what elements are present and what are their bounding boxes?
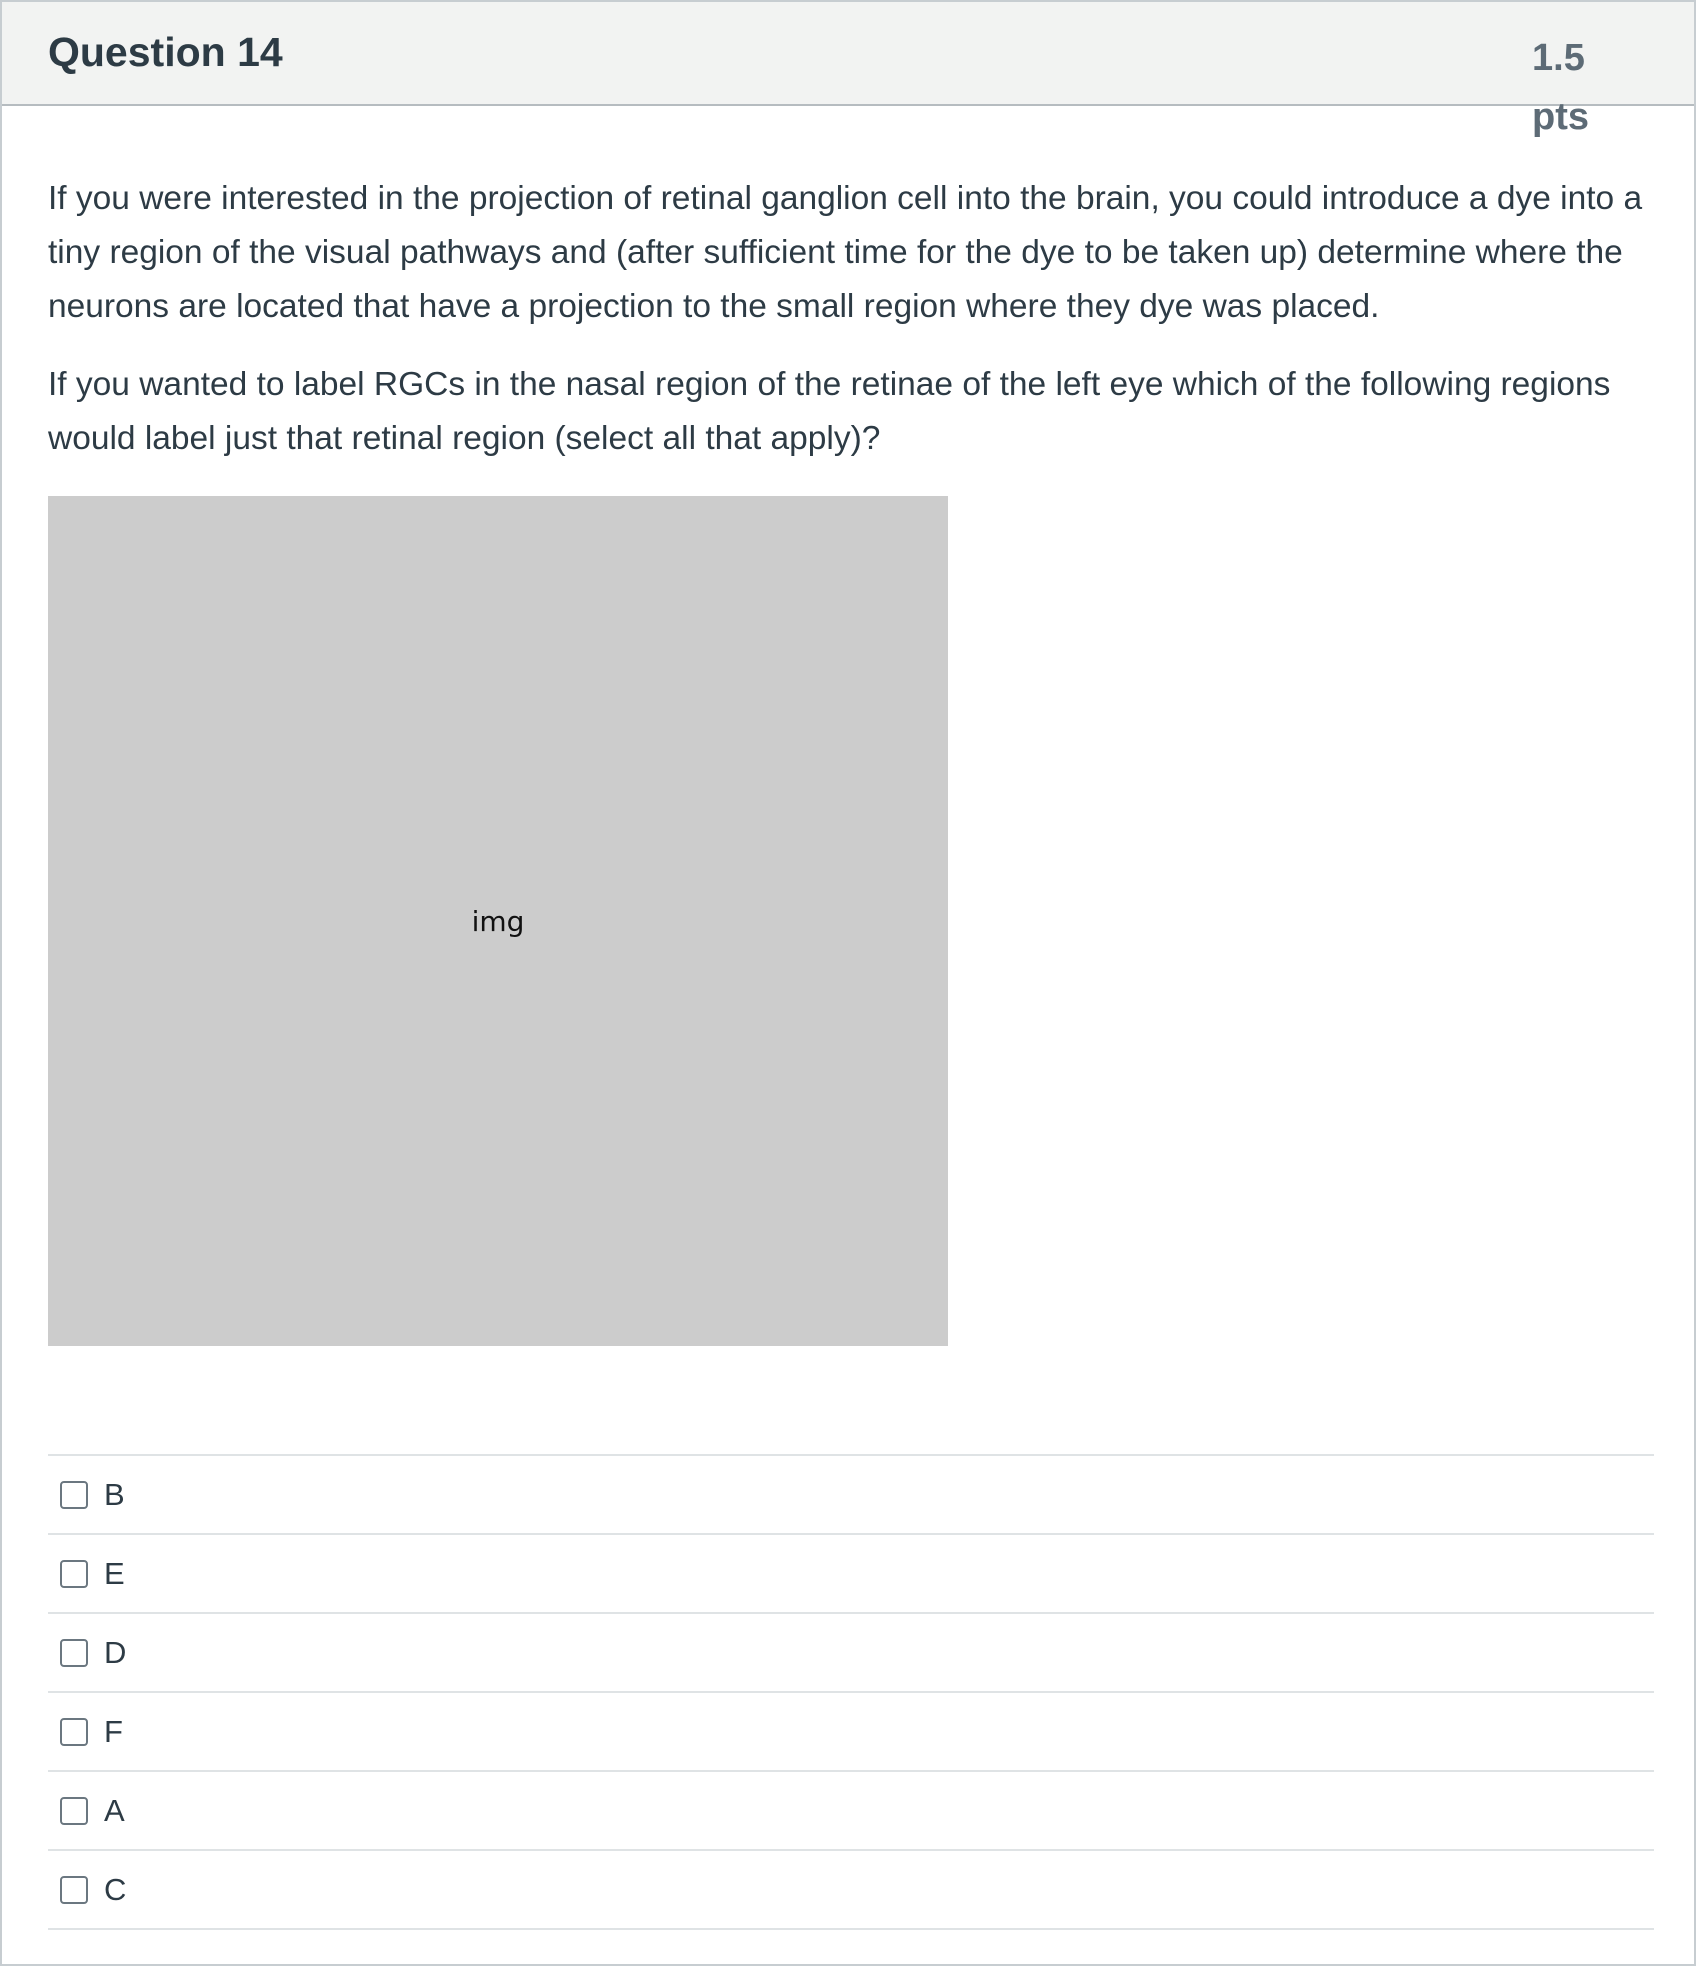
answer-label: C	[104, 1871, 127, 1907]
answer-label: B	[104, 1476, 125, 1512]
question-body	[48, 172, 1658, 1346]
answer-option[interactable]	[48, 1772, 1654, 1851]
answer-checkbox[interactable]	[60, 1718, 88, 1746]
answer-option[interactable]	[48, 1851, 1654, 1930]
answer-checkbox[interactable]	[60, 1797, 88, 1825]
answer-checkbox[interactable]	[60, 1560, 88, 1588]
answer-label: F	[104, 1713, 123, 1749]
answer-option[interactable]	[48, 1535, 1654, 1614]
answer-checkbox[interactable]	[60, 1639, 88, 1667]
answer-checkbox[interactable]	[60, 1481, 88, 1509]
answer-label: E	[104, 1555, 125, 1591]
answer-checkbox[interactable]	[60, 1876, 88, 1904]
question-title: Question 14	[48, 29, 283, 75]
points-value: 1.5	[1532, 37, 1585, 79]
answer-option[interactable]	[48, 1614, 1654, 1693]
image-placeholder-text: img	[471, 904, 525, 938]
question-paragraph-1: If you were interested in the projection of retinal ganglion cell into the brain, you could introduce a dye into a tiny region of the visual pathways and (after sufficient time for the dye to be taken up) determine where the neurons are located that have a projection to the small region where they dye was placed.	[48, 180, 1643, 325]
question-points	[1532, 29, 1602, 147]
answer-label: D	[104, 1634, 127, 1670]
answer-label: A	[104, 1792, 125, 1828]
question-paragraph-2: If you wanted to label RGCs in the nasal region of the retinae of the left eye which of the following regions would label just that retinal region (select all that apply)?	[48, 366, 1611, 457]
answer-list	[48, 1454, 1654, 1930]
answer-option[interactable]	[48, 1456, 1654, 1535]
question-image-placeholder	[48, 496, 948, 1346]
answer-option[interactable]	[48, 1693, 1654, 1772]
points-unit: pts	[1532, 96, 1589, 138]
question-header	[2, 2, 1694, 138]
